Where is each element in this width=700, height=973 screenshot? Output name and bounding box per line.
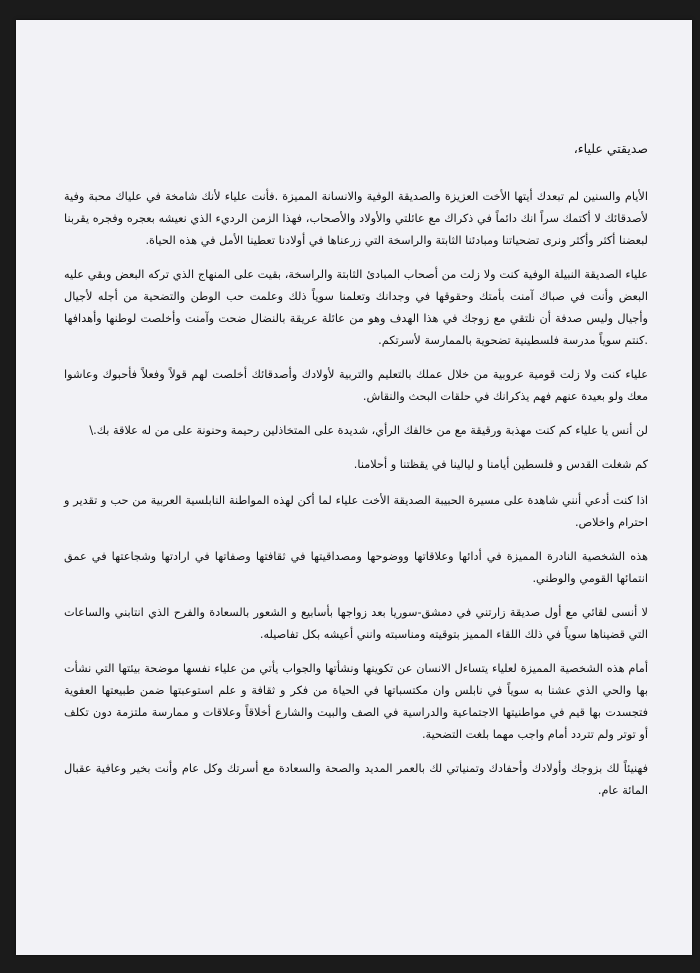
paragraph-8: لا أنسى لقائي مع أول صديقة زارتني في دمشق-سوريا بعد زواجها بأسابيع و الشعور بالسعادة والفرح الذي انتابني والساعات التي قضيناها سوياً في ذلك اللقاء المميز بتوقيته ومناسبته وانني أعيشه بكل تفاصيله. [64,606,648,641]
paragraph-6: اذا كنت أدعي أنني شاهدة على مسيرة الحبيبة الصديقة الأخت علياء لما أكن لهذه المواطنة النابلسية العربية من حب و تقدير و احترام واخلاص. [64,494,648,529]
paragraph-1: الأيام والسنين لم تبعدك أيتها الأخت العزيزة والصديقة الوفية والانسانة المميزة .فأنت علياء لأنك شامخة في علياك محبة وفية لأصدقائك لا أكتمك سراً انك دائماً في ذكراك مع عائلتي والأولاد والأصحاب، فهذا الزمن الرديء الذي نعيشه بعجره وفجره يقربنا لبعضنا أكثر وأكثر ونرى تضحياتنا ومبادئنا الثابتة والراسخة التي زرعناها في أولادنا تعطينا الأمل في هذه الحياة. [64,190,648,247]
letter-body [64,186,648,814]
paragraph-10: فهنيئاً لك بزوجك وأولادك وأحفادك وتمنياتي لك بالعمر المديد والصحة والسعادة مع أسرتك وكل عام وأنت بخير وعافية عقبال المائة عام. [64,762,648,797]
letter-sheet [16,20,692,955]
salutation: صديقتي علياء، [573,141,648,156]
paragraph-4: لن أنس يا علياء كم كنت مهذبة ورقيقة مع من خالفك الرأي، شديدة على المتخاذلين رحيمة وحنونة على من له علاقة بك.\ [89,424,648,437]
paragraph-7: هذه الشخصية النادرة المميزة في أدائها وعلاقاتها ووضوحها ومصداقيتها في ثقافتها وصفاتها في ارادتها وشجاعتها في عمق انتمائها القومي والوطني. [64,550,648,585]
paragraph-5: كم شغلت القدس و فلسطين أيامنا و ليالينا في يقظتنا و أحلامنا. [353,458,648,471]
paragraph-2: علياء الصديقة النبيلة الوفية كنت ولا زلت من أصحاب المبادئ الثابتة والراسخة، بقيت على المنهاج الذي تركه البعض وبقي عليه البعض وأنت في صباك آمنت بأمتك وحقوقها في وجدانك وتعلمنا سوياً ذلك وعلمت حب الوطن والتضحية من أجله لأجيال وأجيال وليس صدفة أن نلتقي مع زوجك في هذا الهدف وهو من عائلة عريقة بالنضال ضحت وآمنت وأخلصت لوطنها وأهدافها .كنتم سوياً مدرسة فلسطينية تضحوية بالممارسة لأسرتكم. [64,268,648,347]
paragraph-3: علياء كنت ولا زلت قومية عروبية من خلال عملك بالتعليم والتربية لأولادك وأصدقائك أخلصت لهم قولاً وفعلاً فأحبوك وعاشوا معك ولو بعيدة عنهم فهم يذكرانك في حلقات البحث والنقاش. [64,368,648,403]
paragraph-9: أمام هذه الشخصية المميزة لعلياء يتساءل الانسان عن تكوينها ونشأتها والجواب يأتي من علياء نفسها موضحة بيئتها التي نشأت بها والحي الذي عشنا به سوياً في نابلس وان مكتسباتها في الحياة من فكر و ثقافة و علم استوعبتها ضمن طبيعتها العفوية فتجسدت بها قيم في مواطنيتها الاجتماعية والدراسية في الصف والبيت والشارع أخلاقاً وعلاقات و ممارسة ملتزمة دون تكلف أو توتر ولم تتردد أمام واجب مهما بلغت التضحية. [64,662,648,741]
